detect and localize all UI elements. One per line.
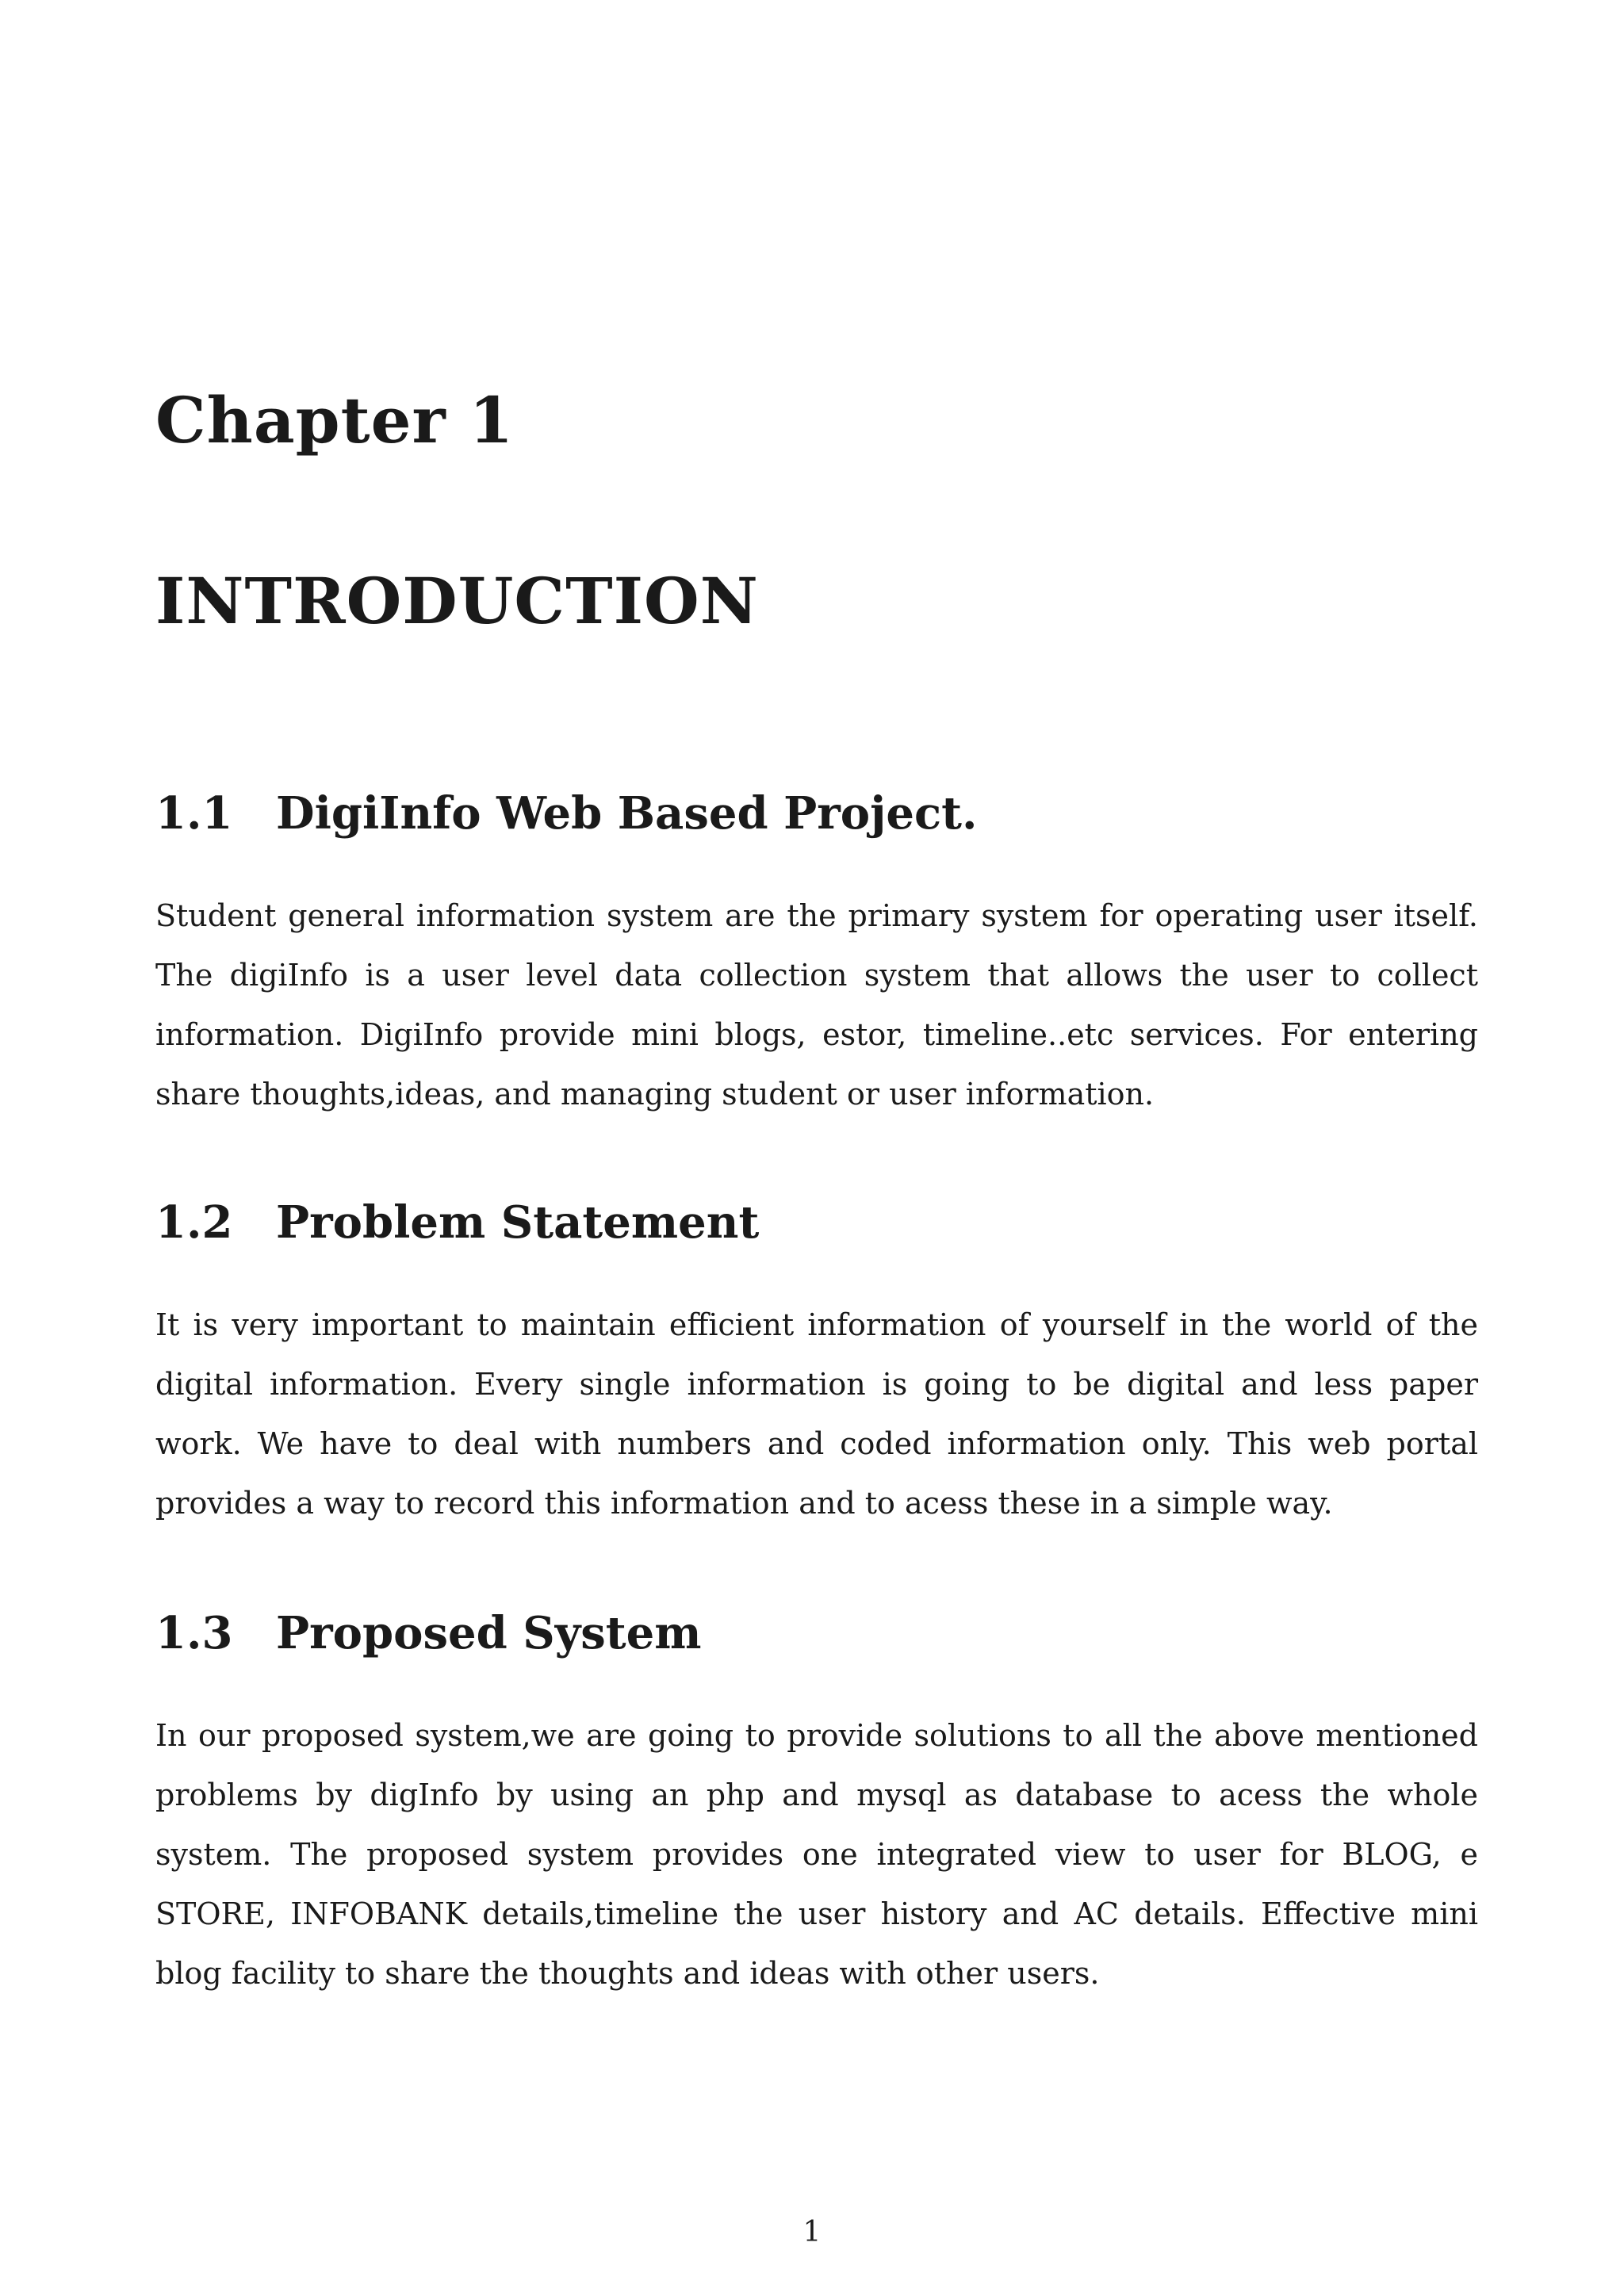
section-title: Problem Statement [276,1196,760,1249]
section-heading-1-3 [155,1607,702,1659]
page-number: 1 [802,2216,822,2248]
chapter-title: INTRODUCTION [155,564,759,638]
section-title: DigiInfo Web Based Project. [276,787,978,840]
section-number: 1.2 [155,1196,233,1249]
section-paragraph-1-2: It is very important to maintain efficient information of yourself in the world of the digital information. Every single information is going to be digital and less paper work. We have to deal with numbers and coded information only. This web portal provides a way to record this information and to acess these in a simple way. [155,1307,1478,1521]
section-paragraph-1-3: In our proposed system,we are going to provide solutions to all the above mentioned problems by digInfo by using an php and mysql as database to acess the whole system. The proposed system provides one integrated view to user for BLOG, e STORE, INFOBANK details,timeline the user history and AC details. Effective mini blog facility to share the thoughts and ideas with other users. [155,1718,1478,1991]
chapter-label: Chapter 1 [155,383,515,457]
section-title: Proposed System [276,1607,702,1659]
section-paragraph-1-1: Student general information system are the primary system for operating user itself. The digiInfo is a user level data collection system that allows the user to collect information. DigiInfo provide mini blogs, estor, timeline..etc services. For entering share thoughts,ideas, and managing student or user information. [155,898,1478,1112]
section-number: 1.1 [155,787,233,840]
section-heading-1-2 [155,1196,760,1249]
section-heading-1-1 [155,787,978,840]
section-number: 1.3 [155,1607,233,1659]
